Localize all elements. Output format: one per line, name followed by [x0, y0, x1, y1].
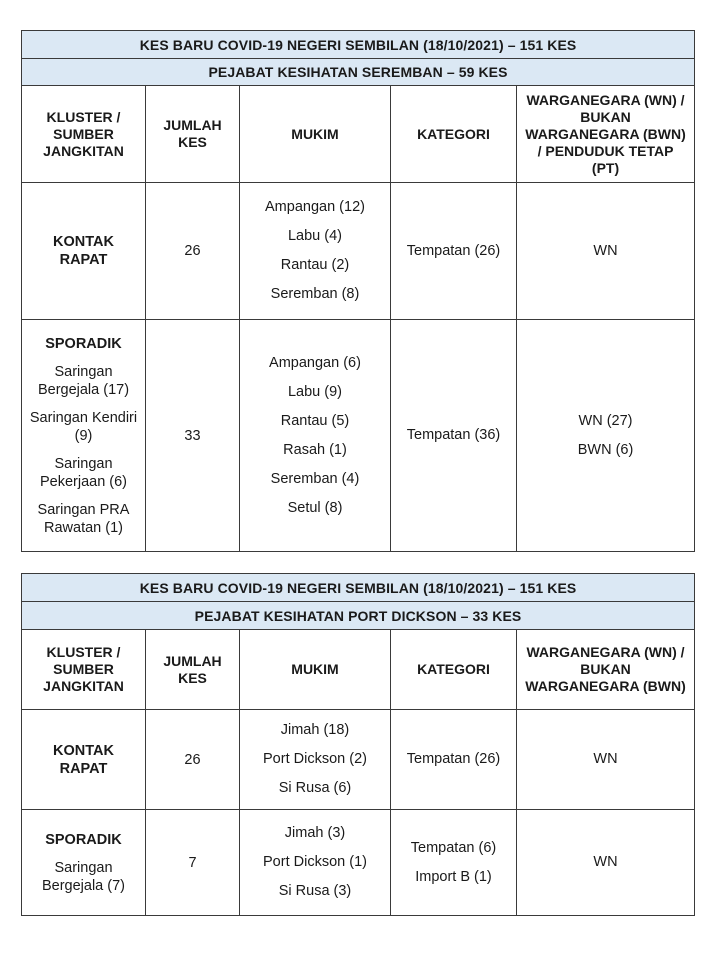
cell-line: Ampangan (6): [269, 354, 361, 371]
cell-line: Rantau (2): [280, 257, 350, 273]
cell-line: Tempatan (26): [406, 751, 501, 767]
cell-line: WN: [593, 854, 618, 870]
warganegara-cell: [517, 810, 695, 916]
seremban-title: KES BARU COVID-19 NEGERI SEMBILAN (18/10/2021) – 151 KES: [22, 31, 695, 59]
kluster-cell: [22, 320, 146, 552]
kluster-cell: [22, 183, 146, 320]
kategori-cell: [391, 320, 517, 552]
jumlah-cell: 7: [146, 810, 240, 916]
jumlah-cell: 26: [146, 183, 240, 320]
cell-line: Seremban (4): [270, 470, 360, 487]
kategori-cell: [391, 810, 517, 916]
port-dickson-title-row: [22, 574, 695, 602]
seremban-table: [21, 30, 695, 552]
cell-line: BWN (6): [577, 441, 634, 458]
cell-line: Setul (8): [287, 499, 343, 516]
kluster-item: Saringan Bergejala (17): [37, 363, 130, 398]
mukim-cell: [240, 320, 391, 552]
kluster-item: Saringan Pekerjaan (6): [39, 455, 128, 490]
cell-line: Jimah (3): [284, 825, 346, 841]
kluster-title: KONTAK RAPAT: [53, 742, 114, 777]
seremban-office-row: [22, 59, 695, 86]
cell-line: WN: [593, 242, 618, 259]
cell-line: Labu (4): [287, 228, 342, 244]
header-mukim: MUKIM: [240, 86, 391, 183]
kategori-cell: [391, 183, 517, 320]
kluster-cell: [22, 710, 146, 810]
table-row: [22, 183, 695, 320]
kategori-cell: [391, 710, 517, 810]
cell-line: Rasah (1): [283, 441, 347, 458]
header-kategori: KATEGORI: [391, 86, 517, 183]
warganegara-cell: [517, 183, 695, 320]
kluster-item: Saringan PRA Rawatan (1): [37, 501, 130, 536]
header-kluster: KLUSTER / SUMBER JANGKITAN: [22, 630, 146, 710]
header-mukim: MUKIM: [240, 630, 391, 710]
cell-line: WN (27): [578, 412, 633, 429]
table-row: [22, 710, 695, 810]
cell-line: Port Dickson (2): [263, 751, 367, 767]
mukim-cell: [240, 810, 391, 916]
jumlah-cell: 26: [146, 710, 240, 810]
warganegara-cell: [517, 710, 695, 810]
cell-line: Ampangan (12): [265, 199, 365, 215]
table-row: [22, 810, 695, 916]
jumlah-cell: 33: [146, 320, 240, 552]
cell-line: Labu (9): [287, 383, 342, 400]
header-warganegara: WARGANEGARA (WN) / BUKAN WARGANEGARA (BWN): [517, 630, 695, 710]
mukim-cell: [240, 710, 391, 810]
header-kluster: KLUSTER / SUMBER JANGKITAN: [22, 86, 146, 183]
port-dickson-title: KES BARU COVID-19 NEGERI SEMBILAN (18/10/2021) – 151 KES: [22, 574, 695, 602]
kluster-title: SPORADIK: [45, 831, 122, 848]
port-dickson-office-row: [22, 602, 695, 630]
cell-line: Rantau (5): [280, 412, 350, 429]
seremban-header-row: [22, 86, 695, 183]
port-dickson-table: [21, 573, 695, 916]
header-kategori: KATEGORI: [391, 630, 517, 710]
mukim-cell: [240, 183, 391, 320]
header-jumlah: JUMLAH KES: [146, 86, 240, 183]
cell-line: Tempatan (36): [406, 427, 501, 443]
cell-line: Si Rusa (3): [278, 883, 352, 899]
kluster-cell: [22, 810, 146, 916]
table-row: [22, 320, 695, 552]
seremban-office: PEJABAT KESIHATAN SEREMBAN – 59 KES: [22, 59, 695, 86]
kluster-item: Saringan Kendiri (9): [29, 409, 138, 444]
cell-line: Jimah (18): [280, 722, 350, 738]
header-jumlah: JUMLAH KES: [146, 630, 240, 710]
seremban-title-row: [22, 31, 695, 59]
cell-line: Port Dickson (1): [263, 854, 367, 870]
cell-line: Tempatan (26): [406, 242, 501, 259]
header-warganegara: WARGANEGARA (WN) / BUKAN WARGANEGARA (BWN) / PENDUDUK TETAP (PT): [517, 86, 695, 183]
kluster-title: KONTAK RAPAT: [53, 234, 114, 268]
port-dickson-office: PEJABAT KESIHATAN PORT DICKSON – 33 KES: [22, 602, 695, 630]
cell-line: Seremban (8): [270, 286, 360, 302]
kluster-item: Saringan Bergejala (7): [41, 859, 125, 894]
warganegara-cell: [517, 320, 695, 552]
cell-line: Si Rusa (6): [278, 780, 352, 796]
cell-line: Tempatan (6): [410, 839, 497, 856]
port-dickson-header-row: [22, 630, 695, 710]
cell-line: WN: [593, 751, 618, 767]
kluster-title: SPORADIK: [45, 335, 122, 352]
cell-line: Import B (1): [415, 868, 492, 885]
